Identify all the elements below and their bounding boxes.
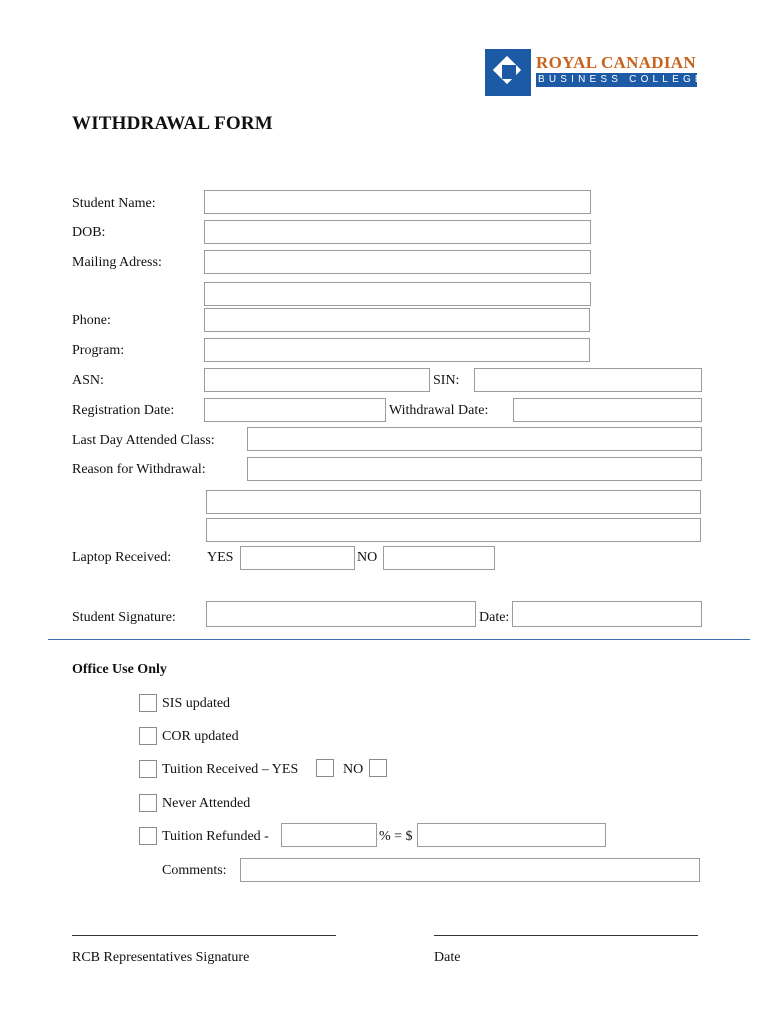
mailing-address-field-1[interactable] xyxy=(204,250,591,274)
cor-updated-label: COR updated xyxy=(162,729,239,744)
tuition-received-label: Tuition Received – YES xyxy=(162,762,299,777)
phone-label: Phone: xyxy=(72,313,111,328)
refund-percent-field[interactable] xyxy=(281,823,377,847)
form-title: WITHDRAWAL FORM xyxy=(72,113,273,134)
college-logo-icon xyxy=(485,49,531,96)
signature-date-label: Date: xyxy=(479,610,510,625)
reason-field-3[interactable] xyxy=(206,518,701,542)
laptop-yes-field[interactable] xyxy=(240,546,355,570)
rep-date-label: Date xyxy=(434,950,461,965)
never-attended-checkbox[interactable] xyxy=(139,794,157,812)
laptop-no-label: NO xyxy=(357,550,378,565)
student-signature-label: Student Signature: xyxy=(72,610,176,625)
reason-field-2[interactable] xyxy=(206,490,701,514)
tuition-received-no-label: NO xyxy=(343,762,364,777)
cor-updated-checkbox[interactable] xyxy=(139,727,157,745)
reason-label: Reason for Withdrawal: xyxy=(72,462,206,477)
mailing-address-label: Mailing Adress: xyxy=(72,255,162,270)
student-name-field[interactable] xyxy=(204,190,591,214)
comments-label: Comments: xyxy=(162,863,227,878)
signature-date-field[interactable] xyxy=(512,601,702,627)
reason-field-1[interactable] xyxy=(247,457,702,481)
asn-field[interactable] xyxy=(204,368,430,392)
tuition-refunded-label: Tuition Refunded - xyxy=(162,829,269,844)
laptop-label: Laptop Received: xyxy=(72,550,172,565)
last-day-label: Last Day Attended Class: xyxy=(72,433,215,448)
dob-field[interactable] xyxy=(204,220,591,244)
logo-subtitle: BUSINESS COLLEGE xyxy=(538,74,706,85)
withdrawal-date-field[interactable] xyxy=(513,398,702,422)
phone-field[interactable] xyxy=(204,308,590,332)
withdrawal-date-label: Withdrawal Date: xyxy=(389,403,489,418)
comments-field[interactable] xyxy=(240,858,700,882)
tuition-refunded-checkbox[interactable] xyxy=(139,827,157,845)
program-field[interactable] xyxy=(204,338,590,362)
logo-name: ROYAL CANADIAN xyxy=(536,53,696,72)
dob-label: DOB: xyxy=(72,225,106,240)
registration-date-field[interactable] xyxy=(204,398,386,422)
tuition-received-no-checkbox[interactable] xyxy=(369,759,387,777)
registration-date-label: Registration Date: xyxy=(72,403,175,418)
tuition-received-checkbox[interactable] xyxy=(139,760,157,778)
sin-field[interactable] xyxy=(474,368,702,392)
laptop-yes-label: YES xyxy=(207,550,234,565)
section-divider xyxy=(48,639,750,640)
student-signature-field[interactable] xyxy=(206,601,476,627)
sis-updated-checkbox[interactable] xyxy=(139,694,157,712)
tuition-received-yes-checkbox[interactable] xyxy=(316,759,334,777)
sin-label: SIN: xyxy=(433,373,460,388)
percent-equals-label: % = $ xyxy=(379,829,413,844)
asn-label: ASN: xyxy=(72,373,104,388)
rep-date-line xyxy=(434,935,698,936)
program-label: Program: xyxy=(72,343,125,358)
sis-updated-label: SIS updated xyxy=(162,696,231,711)
never-attended-label: Never Attended xyxy=(162,796,251,811)
refund-amount-field[interactable] xyxy=(417,823,606,847)
student-name-label: Student Name: xyxy=(72,196,156,211)
laptop-no-field[interactable] xyxy=(383,546,495,570)
rep-signature-line xyxy=(72,935,336,936)
office-use-title: Office Use Only xyxy=(72,662,167,677)
mailing-address-field-2[interactable] xyxy=(204,282,591,306)
last-day-field[interactable] xyxy=(247,427,702,451)
rep-signature-label: RCB Representatives Signature xyxy=(72,950,250,965)
